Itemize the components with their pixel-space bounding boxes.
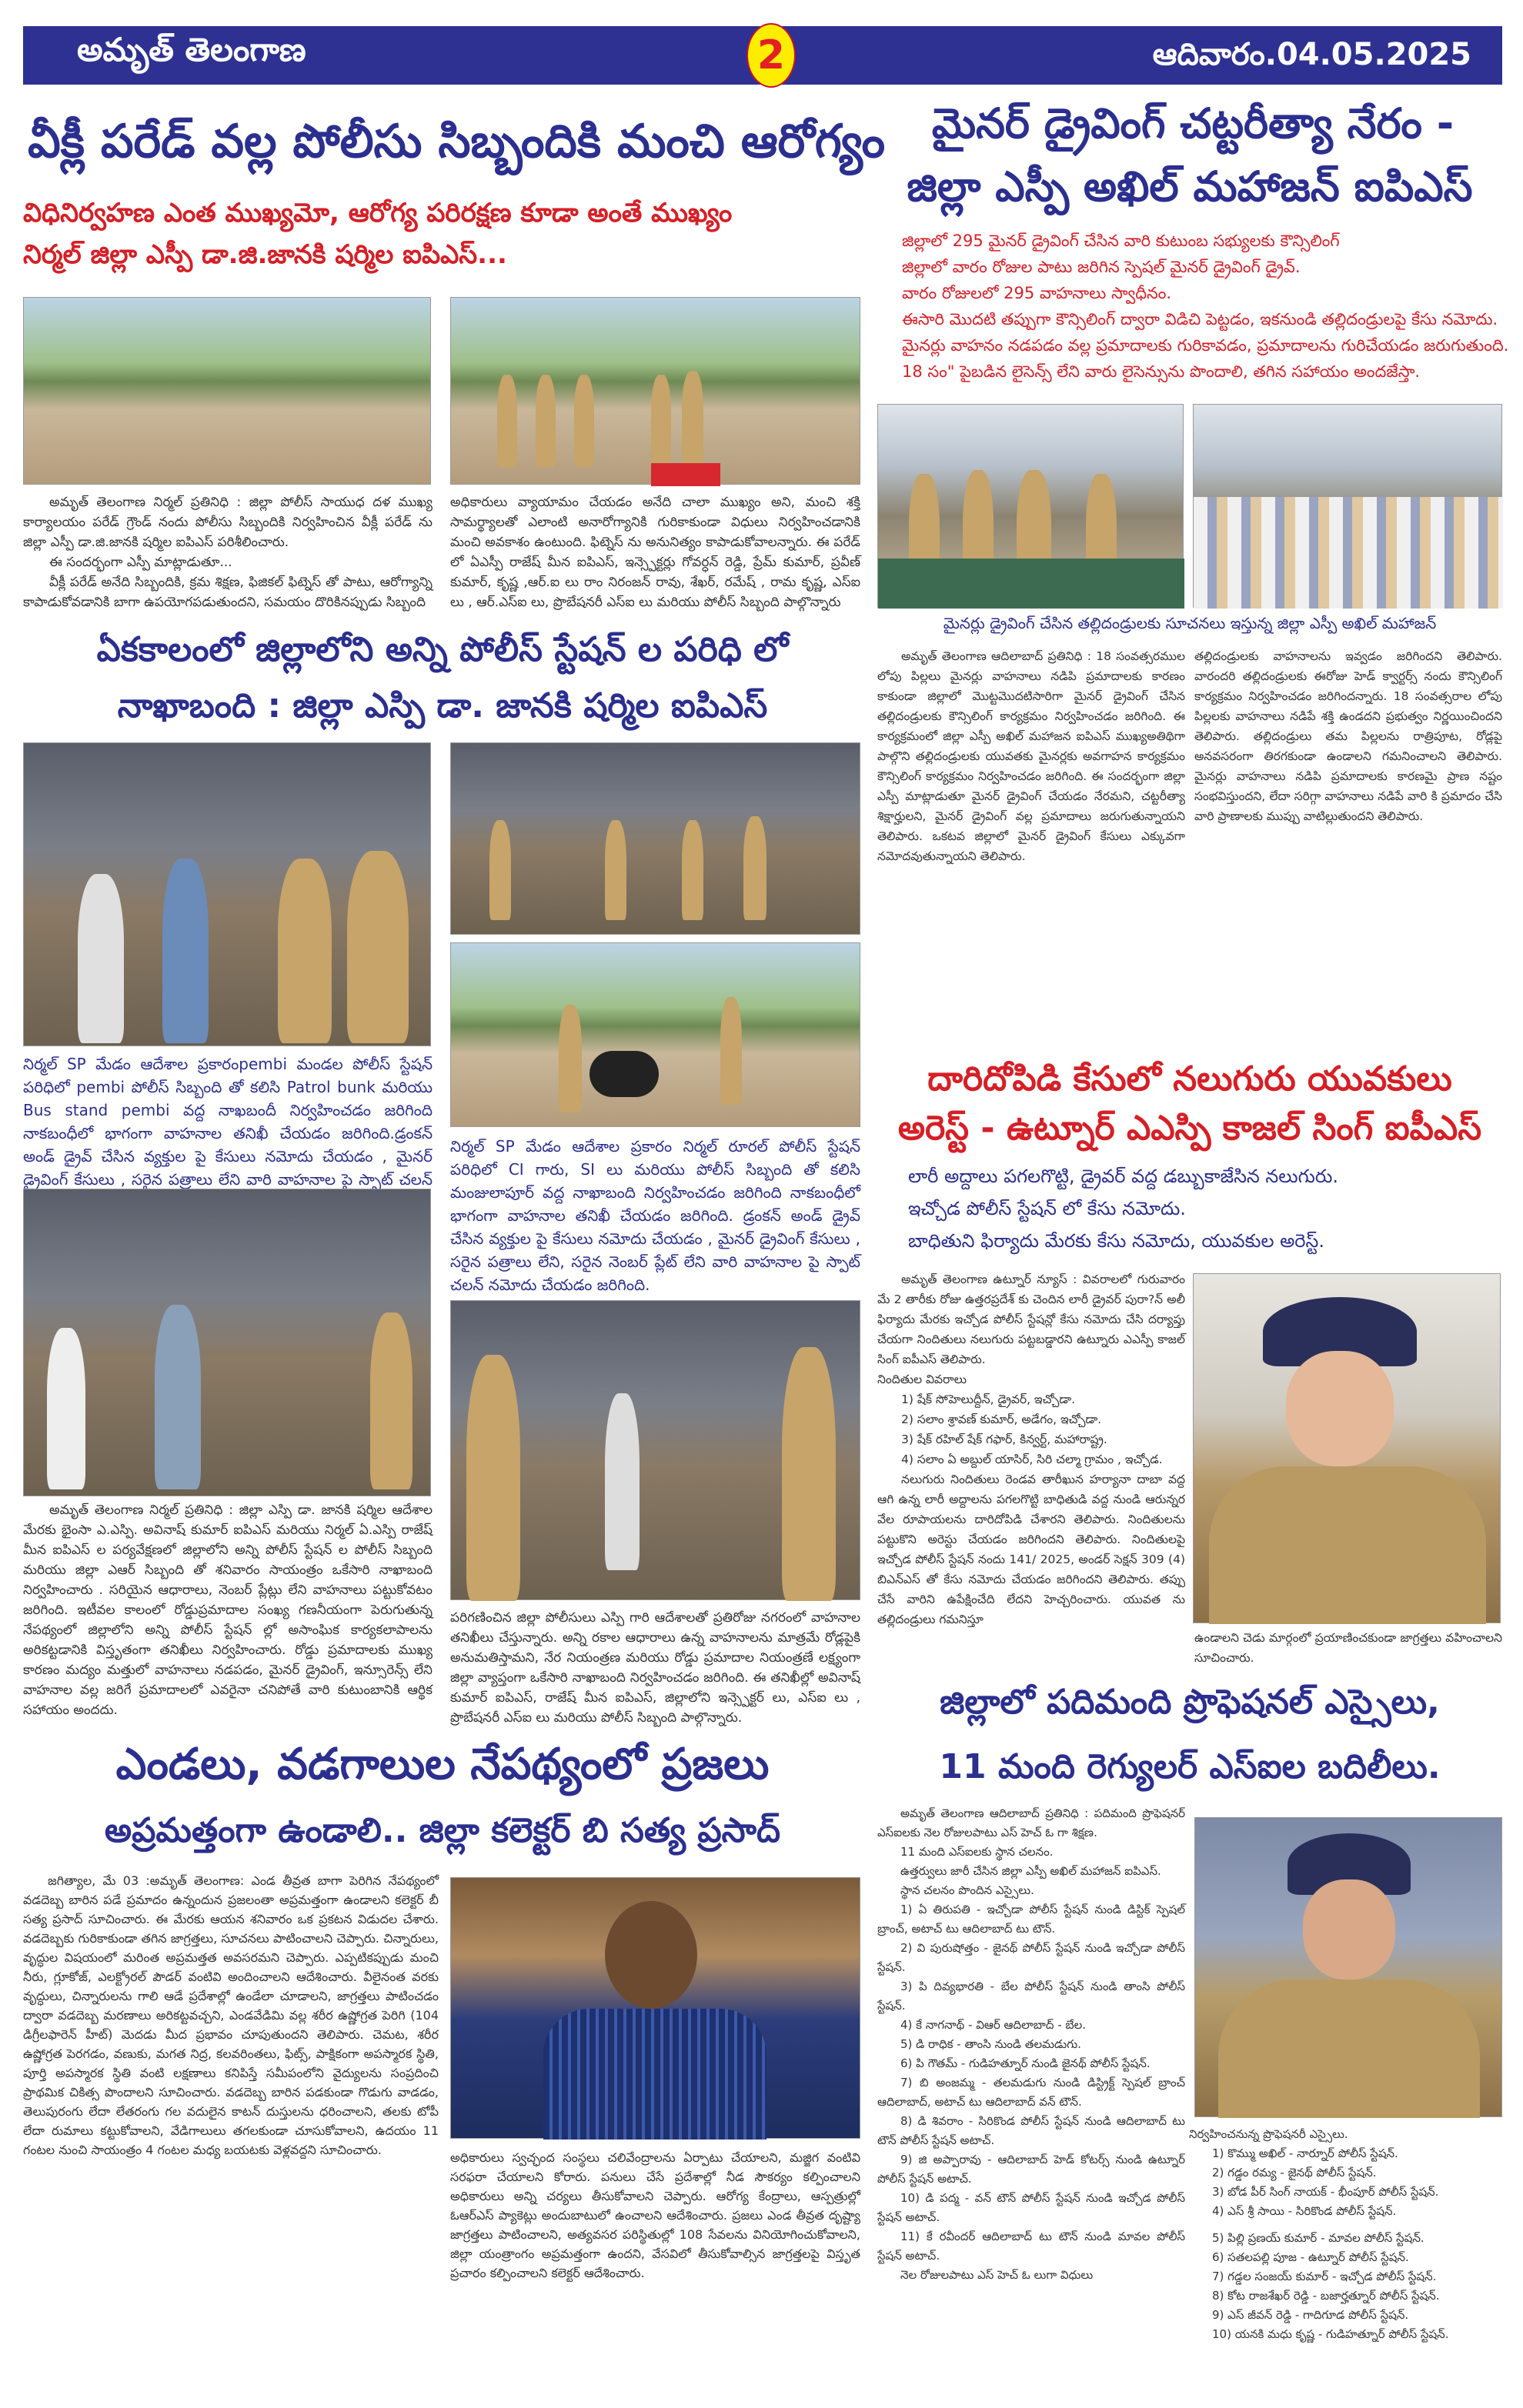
article1-body-left (23, 492, 433, 617)
article2-headline: ఏకకాలంలో జిల్లాలోని అన్ని పోలీస్ స్టేషన్ ల పరిధి లో (96, 630, 789, 669)
transfer-item: 8) డి శివరాం - సిరికొండ పోలీస్ స్టేషన్ నుండి ఆదిలాబాద్ టు టౌన్ పోలీస్ స్టేషన్ అటాచ్. (877, 2114, 1185, 2147)
probation-item: 9) ఎస్ జీవన్ రెడ్డి - గాదిగూడ పోలీస్ స్టేషన్. (1212, 2308, 1409, 2322)
probation-item: 1) కొమ్ము అఖిల్ - నార్నూర్ పోలీస్ స్టేషన్. (1212, 2146, 1398, 2160)
parade-ground-photo (23, 297, 431, 485)
paragraph: అమృత్ తెలంగాణ నిర్మల్ ప్రతినిధి : జిల్లా పోలీస్ సాయుధ దళ ముఖ్య కార్యాలయం పరేడ్ గ్రౌండ్ నందు పోలీసు సిబ్బందికి నిర్వహించిన వీక్లీ పరేడ్ ను జిల్లా ఎస్పీ డా.జి.జానకి షర్మిల ఐపిఎస్ పరిశీలించారు. (23, 495, 433, 550)
transfer-item: 11) కే రవీందర్ ఆదిలాబాద్ టు టౌన్ నుండి మావల పోలీస్ స్టేషన్ అటాచ్. (877, 2230, 1185, 2263)
probation-item: 5) పిల్లి ప్రణయ్ కుమార్ - మావల పోలీస్ స్టేషన్. (1212, 2231, 1424, 2245)
article2-body-left (23, 1500, 433, 1725)
article3-body-left (23, 1871, 439, 2398)
checkpoint-crowd-photo (23, 1189, 431, 1496)
accused-item: 3) షేక్ రహిల్ షేక్ గఫార్, కిన్వర్ట్, మహారాష్ట్ర. (901, 1432, 1107, 1446)
paragraph: అమృత్ తెలంగాణ ఆదిలాబాద్ ప్రతినిధి : 18 సంవత్సరముల లోపు పిల్లలు మైనర్లు వాహనాలు నడిపి ప్రమాదాలకు కారణం కాకుండా జిల్లాలో మొట్టమొదటిసారిగా మైనర్ డ్రైవింగ్ చేసిన తల్లిదండ్రులకు కౌన్సిలింగ్ కార్యక్రమం నిర్వహించడం జరిగింది. ఈ కార్యక్రమంలో జిల్లా ఎస్పీ అఖిల్ మహాజన ఐపిఎస్ ముఖ్యఅతిథిగా పాల్గొని తల్లిదండ్రులకు యువతకు మైనర్లకు అవగాహన కార్యక్రమం కౌన్సిలింగ్ కార్యక్రమం నిర్వహించడం జరిగింది. ఈ సందర్భంగా జిల్లా ఎస్పీ మాట్లాడుతూ మైనర్ డ్రైవింగ్ చేయడం నేరమని, చట్టరీత్యా శిక్షార్హులని, మైనర్ డ్రైవింగ్ వల్ల ప్రమాదాలు జరుగుతున్నాయని తెలిపారు. ఒకటవ జిల్లాలో మైనర్ డ్రైవింగ్ కేసులు ఎక్కువగా నమోదవుతున్నాయని తెలిపారు. (877, 649, 1185, 863)
article2-caption-left: నిర్మల్ SP మేడం ఆదేశాల ప్రకారంpembi మండల పోలీస్ స్టేషన్ పరిధిలో pembi పోలీస్ సిబ్బంది తో కలిసి Patrol bunk మరియు Bus stand pembi వద్ద నాఖబందీ నిర్వహించడం జరిగింది నాకబంధీలో భాగంగా వాహనాల తనిఖీ చేయడం జరిగింది.డ్రంకన్ అండ్ డ్రైవ్ చేసిన వ్యక్తుల పై కేసులు నమోదు చేయడం , మైనర్ డ్రైవింగ్ కేసులు , సరైన పత్రాలు లేని వారి వాహనాల పై స్పాట్ చలన్ (23, 1055, 433, 1189)
list-title: నిర్వహించనున్న ప్రొఫెషనరీ ఎస్సైలు. (1189, 2127, 1348, 2141)
transfer-item: 7) బి అంజమ్మ - తలమడుగు నుండి డిస్ట్రిక్ట్ స్పెషల్ బ్రాంచ్ ఆదిలాబాద్, అటాచ్ టు ఆదిలాబాద్ వన్ టౌన్. (877, 2076, 1185, 2109)
paragraph: వీక్లీ పరేడ్ అనేది సిబ్బందికి, క్రమ శిక్షణ, ఫిజికల్ ఫిట్నెస్ తో పాటు, ఆరోగ్యాన్ని కాపాడుకోవడానికి బాగా ఉపయోగపడుతుందని, సమయం దొరికినప్పుడు సిబ్బంది (23, 575, 433, 610)
paragraph: 11 మంది ఎస్ఐలకు స్థాన చలనం. (900, 1845, 1054, 1859)
sp-akhil-mahajan-portrait (1194, 1817, 1502, 2117)
issue-date: ఆదివారం.04.05.2025 (1152, 37, 1471, 72)
highlight-line: ఈసారి మొదటి తప్పుగా కౌన్సిలింగ్ ద్వారా విడిచి పెట్టడం, ఇకనుండి తల్లిదండ్రులపై కేసు నమోదు. (902, 310, 1498, 329)
probation-item: 3) బోడ పీర్ సింగ్ నాయక్ - భీంపూర్ పోలీస్ స్టేషన్. (1212, 2185, 1439, 2199)
paragraph: అధికారులు వ్యాయామం చేయడం అనేది చాలా ముఖ్యం అని, మంచి శక్తి సామర్థ్యాలతో ఎలాంటి అనారోగ్యానికి గురికాకుండా విధులు నిర్వహించడానికి మంచి అవకాశం ఉంటుంది. ఫిట్నెస్ ను అనునిత్యం కాపాడుకోవాలన్నారు. ఈ పరేడ్ లో ఏఎస్పీ రాజేష్ మీన ఐపిఎస్, ఇన్స్పెక్టర్లు గోవర్ధన్ రెడ్డి, ప్రేమ్ కుమార్, ప్రవీణ్ కుమార్, కృష్ణ ,ఆర్.ఐ లు రాం నిరంజన్ రావు, శేఖర్, రమేష్ , రామ కృష్ణ, ఎస్ఐ లు , ఆర్.ఎస్ఐ లు, ప్రొబేషనరీ ఎస్ఐ లు మరియు పోలీస్ సిబ్బంది పాల్గొన్నారు (450, 495, 860, 610)
transfer-item: 9) జి అప్పారావు - ఆదిలాబాద్ హెడ్ కోటర్స్ నుండి ఉట్నూర్ పోలీస్ స్టేషన్ అటాచ్. (877, 2153, 1185, 2186)
paragraph: స్థాన చలనం పొందిన ఎస్సైలు. (900, 1883, 1034, 1897)
article1-subheadline: విధినిర్వహణ ఎంత ముఖ్యమో, ఆరోగ్య పరిరక్షణ కూడా అంతే ముఖ్యం (23, 198, 733, 228)
article5-headline: దారిదోపిడి కేసులో నలుగురు యువకులు (927, 1059, 1452, 1099)
transfer-item: 2) వి పురుషోత్తం - జైనథ్ పోలీస్ స్టేషన్ నుండి ఇచ్చోడా పోలీస్ స్టేషన్. (877, 1941, 1185, 1974)
roadside-checkpoint-photo (450, 1300, 860, 1600)
article5-highlights (908, 1160, 1501, 1257)
article4-highlights (902, 228, 1509, 385)
transfer-item: 1) ఏ తిరుపతి - ఇచ్చోడా పోలీస్ స్టేషన్ నుండి డిస్టిక్ స్పెషల్ బ్రాంచ్, అటాచ్ టు ఆదిలాబాద్ టు టౌన్. (877, 1903, 1185, 1936)
parents-audience-photo (1193, 404, 1502, 608)
night-checkpoint-photo (450, 742, 860, 935)
article2-body-right (450, 1608, 860, 1725)
probation-item: 8) కోట రాజశేఖర్ రెడ్డి - బజార్హత్నూర్ పోలీస్ స్టేషన్. (1212, 2289, 1440, 2303)
paragraph: అమృత్ తెలంగాణ ఆదిలాబాద్ ప్రతినిధి : పదిమంది ప్రొఫెషనర్ ఎస్ఐలకు నెల రోజులపాటు ఎస్ హెచ్ ఓ గా శిక్షణ. (877, 1806, 1185, 1839)
article1-subheadline: నిర్మల్ జిల్లా ఎస్పీ డా.జి.జానకి షర్మిల ఐపిఎస్... (23, 239, 507, 270)
paragraph: నిందితుల వివరాలు (877, 1372, 967, 1386)
highlight-line: 18 సం" పైబడిన లైసెన్స్ లేని వారు లైసెన్సును పొందాలి, తగిన సహాయం అందజేస్తా. (902, 362, 1421, 381)
accused-item: 2) సలాం శ్రావణ్ కుమార్, అడేగం, ఇచ్చోడా. (901, 1412, 1102, 1426)
article1-body-right (450, 492, 860, 617)
article2-headline: నాఖాబంది : జిల్లా ఎస్పి డా. జానకి షర్మిల ఐపిఎస్ (117, 686, 768, 725)
article3-body-right (450, 2148, 860, 2398)
article4-body-right (1194, 646, 1502, 1054)
article1-headline: వీక్లీ పరేడ్ వల్ల పోలీసు సిబ్బందికి మంచి ఆరోగ్యం (28, 115, 886, 168)
asp-kajal-singh-portrait (1193, 1273, 1501, 1623)
probation-item: 7) గడ్డల సంజయ్ కుమార్ - ఇచ్చోడ పోలీస్ స్టేషన్. (1212, 2270, 1437, 2283)
paragraph: తల్లిదండ్రులకు వాహనాలను ఇవ్వడం జరిగిందని తెలిపారు. వారందరి తల్లిదండ్రులకు ఈరోజు హెడ్ క్వార్టర్స్ నందు కౌన్సిలింగ్ కార్యక్రమం నిర్వహించడం జరిగిందన్నారు. 18 సంవత్సరాల లోపు పిల్లలకు వాహనాలు నడిపే శక్తి ఉండదని ప్రభుత్వం నిర్ణయించిందని తెలిపారు. తల్లిదండ్రులు తమ పిల్లలను రాత్రిపూట, రోడ్లపై అనవసరంగా తిరగకుండా ఉండాలని గమనించాలని తెలిపారు. మైనర్లు వాహనాలు నడిపి ప్రమాదాలకు కారణమై ప్రాణ నష్టం సంభవిస్తుందని, లేదా సరిగ్గా వాహనాలు నడిపే వారి కి ప్రమాదం చేసి వారి ప్రాణాలకు ముప్పు వాటిల్లుతుందని తెలిపారు. (1194, 649, 1502, 823)
transfer-item: 4) కే నాగనాథ్ - విఆర్ ఆదిలాబాద్ - బేల. (900, 2018, 1087, 2032)
highlight-line: లారీ అద్దాలు పగలగొట్టి, డ్రైవర్ వద్ద డబ్బుకాజేసిన నలుగురు. (908, 1166, 1339, 1187)
transfer-item: 5) డి రాధిక - తాంసి నుండి తలమడుగు. (900, 2037, 1081, 2051)
paragraph: నలుగురు నిందితులు రెండవ తారీఖున హర్యానా దాబా వద్ద ఆగి ఉన్న లారీ అద్దాలను పగలగొట్టి బాధితుడి వద్ద నుండి ఆరున్నర వేల రూపాయలను దారిదోపిడి చేశారని తెలిపారు. నిందితులను పట్టుకొని అరెస్టు చేయడం జరిగిందని తెలిపారు. నిందితులపై ఇచ్చోడ పోలీస్ స్టేషన్ నందు 141/ 2025, అండర్ సెక్షన్ 309 (4) బిఎన్ఎస్ తో కేసు నమోదు చేయడం జరిగిందని తెలిపారు. తప్పు చేసే వారిని ఉపేక్షించేది లేదని హెచ్చరించారు. యువత ను తల్లిదండ్రులు గమనిస్తూ (877, 1472, 1185, 1626)
probation-item: 6) సతలపల్లి పూజ - ఉట్నూర్ పోలీస్ స్టేషన్. (1212, 2250, 1409, 2264)
paragraph: అమృత్ తెలంగాణ నిర్మల్ ప్రతినిధి : జిల్లా ఎస్పి డా. జానకి షర్మిల ఆదేశాల మేరకు భైంసా ఎ.ఎస్పి. అవినాష్ కుమార్ ఐపిఎస్ మరియు నిర్మల్ ఏ.ఎస్పి రాజేష్ మీన ఐపిఎస్ ల పర్యవేక్షణలో జిల్లాలోని అన్ని పోలీస్ స్టేషన్ ల పోలీస్ సిబ్బంది మరియు జిల్లా ఎఆర్ సిబ్బంది తో శనివారం సాయంత్రం ఒకేసారి నాఖాబంది నిర్వహించారు . సరియైన ఆధారాలు, నెంబర్ ప్లేట్లు లేని వాహనాలు పట్టుకోవటం జరిగింది. ఇటీవల కాలంలో రోడ్డుప్రమాదాల సంఖ్య గణనీయంగా పెరుగుతున్న నేపథ్యంలో జిల్లాలోని అన్ని పోలీస్ స్టేషన్ ల్లో అసాంఘిక కార్యకలాపాలను అరికట్టడానికి విస్తృతంగా తనిఖీలు నిర్వహించారు. రోడ్డు ప్రమాదాలకు ముఖ్య కారణం మద్యం మత్తులో వాహనాలు నడపడం, మైనర్ డ్రైవింగ్, ఇన్సూరెన్స్ లేని వాహనాల వల్ల జరిగే ప్రమాదాలలో ఎవరైనా చనిపోతే వారి కుటుంబానికి ఆర్థిక సహాయం అందదు. (23, 1502, 433, 1718)
probation-item: 10) యనకి మధు కృష్ణ - గుడిహత్నూర్ పోలీస్ స్టేషన్. (1212, 2327, 1449, 2341)
article4-body-left (877, 646, 1185, 1054)
paragraph: జగిత్యాల, మే 03 :అమృత్ తెలంగాణ: ఎండ తీవ్రత బాగా పెరిగిన నేపథ్యంలో వడదెబ్బ బారిన పడే ప్రమాదం ఉన్నందున ప్రజలంతా అప్రమత్తంగా ఉండాలని కలెక్టర్ బీ సత్య ప్రసాద్ సూచించారు. ఈ మేరకు ఆయన శనివారం ఒక ప్రకటన విడుదల చేశారు. వడదెబ్బకు గురికాకుండా తగిన జాగ్రత్తలు, సూచనలు పాటించాలని చెప్పారు. చిన్నారులు, వృద్ధుల విషయంలో మరింత అప్రమత్తత అవసరమని చెప్పారు. ఎప్పటికప్పుడు మంచి నీరు, గ్లూకోజ్, ఎలక్ట్రోరల్ పౌడర్ వంటివి అందించాలని ఆదేశించారు. వీలైనంత వరకు వృద్ధులు, చిన్నారులను గాలి ఆడే ప్రదేశాల్లో ఉండేలా చూడాలని, జాగ్రత్తలు పాటించడం ద్వారా వడదెబ్బ మరణాలు అరికట్టవచ్చని, ఎండవేడిమి వల్ల శరీర ఉష్ణోగ్రత పెరిగి (104 డిగ్రీలఫారెన్ హీట్) మెదడు మీద ప్రభావం చూపుతుందని తెలిపారు. చెమట, శరీర ఉష్ణోగ్రత పెరగడం, వణుకు, మగత నిద్ర, కలవరింతలు, ఫిట్స్, పాక్షికంగా అపస్మారక స్థితి, పూర్తి అపస్మారక స్థితి వంటి లక్షణాలు కనిపిస్తే సమీపంలోని వైద్యులను సంప్రదించి ప్రాథమిక చికిత్స పొందాలని సూచించారు. వడదెబ్బ బారిన పడకుండా గొడుగు వాడడం, తెలుపురంగు లేదా లేతరంగు గల వదులైన కాటన్ దుస్తులను ధరించాలని, తలకు టోపీ లేదా రుమాలు కట్టుకోవాలని, వేడిగాలులు తగలకుండా చూసుకోవాలని, ఉదయం 11 గంటల నుంచి సాయంత్రం 4 గంటల మధ్య బయటకు వెళ్లవద్దని సూచించారు. (23, 1873, 439, 2157)
article6-probation-list (1189, 2125, 1502, 2400)
article5-body-tail: ఉండాలని చెడు మార్గంలో ప్రయాణించకుండా జాగ్రత్తలు వహించాలని సూచించారు. (1194, 1631, 1502, 1665)
transfer-item: 3) పి దివ్యభారతి - బేల పోలీస్ స్టేషన్ నుండి తాంసి పోలీస్ స్టేషన్. (877, 1979, 1185, 2013)
highlight-line: జిల్లాలో వారం రోజుల పాటు జరిగిన స్పెషల్ మైనర్ డ్రైవింగ్ డ్రైవ్. (902, 258, 1301, 276)
page-number-badge: 2 (746, 23, 796, 88)
article3-headline: అప్రమత్తంగా ఉండాలి.. జిల్లా కలెక్టర్ బి సత్య ప్రసాద్ (104, 1811, 781, 1850)
paragraph: ఈ సందర్భంగా ఎస్పీ మాట్లాడుతూ... (49, 555, 232, 570)
article6-headline: 11 మంది రెగ్యులర్ ఎస్ఐల బదిలీలు. (939, 1747, 1441, 1786)
accused-item: 4) సలాం ఏ అబ్దుల్ యాసిర్, సిరి చల్మా గ్రామం , ఇచ్చోడ. (901, 1452, 1163, 1466)
checkpoint-photo (23, 742, 431, 1046)
highlight-line: ఇచ్చోడ పోలీస్ స్టేషన్ లో కేసు నమోదు. (908, 1198, 1186, 1219)
article6-headline: జిల్లాలో పదిమంది ప్రొఫెషనల్ ఎస్సైలు, (940, 1683, 1440, 1722)
paragraph: నెల రోజులపాటు ఎస్ హెచ్ ఓ లుగా విధులు (900, 2268, 1094, 2282)
transfer-item: 10) డి పద్మ - వన్ టౌన్ పోలీస్ స్టేషన్ నుండి ఇచ్చోడ పోలీస్ స్టేషన్ అటాచ్. (877, 2191, 1185, 2224)
article2-caption-right: నిర్మల్ SP మేడం ఆదేశాల ప్రకారం నిర్మల్ రూరల్ పోలీస్ స్టేషన్ పరిధిలో CI గారు, SI లు మరియు పోలీస్ సిబ్బంది తో కలిసి మంజులాపూర్ వద్ద నాఖాబంది నిర్వహించడం జరిగింది నాకబంధీలో భాగంగా వాహనాల తనిఖీ చేయడం జరిగింది. డ్రంకన్ అండ్ డ్రైవ్ చేసిన వ్యక్తుల పై కేసులు నమోదు చేయడం , మైనర్ డ్రైవింగ్ కేసులు , సరైన పత్రాలు లేని, సరైన నెంబర్ ప్లేట్ లేని వారి వాహనాల పై స్పాట్ చలన్ నమోదు చేయడం జరిగింది. (450, 1137, 860, 1294)
paragraph: అమృత్ తెలంగాణ ఉట్నూర్ న్యూస్ : వివరాలలో గురువారం మే 2 తారీకు రోజు ఉత్తరప్రదేశ్ కు చెందిన లారీ డ్రైవర్ పురా?న్ అలీ ఫిర్యాదు మేరకు ఇచ్చోడ పోలీస్ స్టేషన్లో కేసు నమోదు చేసి దర్యాప్తు చేయగా నిందితులు నలుగురు పట్టబడ్డారని ఉట్నూరు ఎఎస్పీ కాజల్ సింగ్ ఐపీఎస్ తెలిపారు. (877, 1272, 1185, 1366)
article4-headline: మైనర్ డ్రైవింగ్ చట్టరీత్యా నేరం - (931, 99, 1455, 148)
sp-salute-photo (450, 297, 860, 485)
newspaper-logo: అమృత్ తెలంగాణ (77, 31, 306, 68)
article5-body (877, 1269, 1185, 1673)
paragraph: అధికారులు స్వచ్ఛంద సంస్థలు చలివేంద్రాలను ఏర్పాటు చేయాలని, మజ్జిగ వంటివి సరఫరా చేయాలని కోరారు. పనులు చేసే ప్రదేశాల్లో నీడ సౌకర్యం కల్పించాలని అధికారులు అన్ని చర్యలు తీసుకోవాలని చెప్పారు. ఆరోగ్య కేంద్రాలు, ఆస్పత్రుల్లో ఓఆర్ఎస్ ప్యాకెట్లు అందుబాటులో ఉంచాలని ఆదేశించారు. ప్రజలు ఎండ తీవ్రత దృష్ట్యా జాగ్రత్తలు పాటించాలని, అత్యవసర పరిస్థితుల్లో 108 సేవలను వినియోగించుకోవాలని, జిల్లా యంత్రాంగం అప్రమత్తంగా ఉందని, వేసవిలో తీసుకోవాల్సిన జాగ్రత్తలపై విస్తృత ప్రచారం కల్పించాలని కలెక్టర్ ఆదేశించారు. (450, 2150, 860, 2280)
vehicle-inspection-photo (450, 942, 860, 1127)
highlight-line: వారం రోజులలో 295 వాహనాలు స్వాధీనం. (902, 284, 1172, 302)
paragraph: పరిగణించిన జిల్లా పోలీసులు ఎస్పి గారి ఆదేశాలతో ప్రతిరోజు నగరంలో వాహనాల తనిఖీలు చేస్తున్నారు. అన్ని రకాల ఆధారాలు ఉన్న వాహనాలను మాత్రమే రోడ్లపైకి అనుమతిస్తామని, నేర నియంత్రణ మరియు రోడ్డు ప్రమాదాల నియంత్రణే లక్ష్యంగా జిల్లా వ్యాప్తంగా ఒకేసారి నాఖాబంది నిర్వహించడం జరిగింది. ఈ తనిఖీల్లో అవినాష్ కుమార్ ఐపిఎస్, రాజేష్ మీన ఐపిఎస్, జిల్లాలోని ఇన్స్పెక్టర్ లు, ఎస్ఐ లు , ప్రొబేషనరీ ఎస్ఐ లు మరియు పోలీస్ సిబ్బంది పాల్గొన్నారు. (450, 1610, 860, 1726)
masthead (23, 26, 1502, 85)
article5-headline: అరెస్ట్ - ఉట్నూర్ ఎఎస్పి కాజల్ సింగ్ ఐపీఎస్ (897, 1109, 1482, 1148)
collector-photo (450, 1877, 860, 2139)
article3-headline: ఎండలు, వడగాలుల నేపథ్యంలో ప్రజలు (115, 1739, 770, 1789)
transfer-item: 6) పి గౌతమ్ - గుడిహత్నూర్ నుండి జైనథ్ పోలీస్ స్టేషన్. (900, 2056, 1151, 2070)
probation-item: 2) గడ్డం రమ్య - జైనథ్ పోలీస్ స్టేషన్. (1212, 2166, 1377, 2180)
article6-body (877, 1804, 1185, 2400)
probation-item: 4) ఎస్ శ్రీ సాయి - సిరికొండ పోలీస్ స్టేషన్. (1212, 2204, 1397, 2218)
accused-item: 1) షేక్ సోహెలుద్దీన్, డ్రైవర్, ఇచ్చోడా. (901, 1392, 1076, 1406)
paragraph: ఉత్తర్వులు జారీ చేసిన జిల్లా ఎస్పీ అఖిల్ మహాజన్ ఐపిఎస్. (900, 1864, 1161, 1878)
highlight-line: బాధితుని ఫిర్యాదు మేరకు కేసు నమోదు, యువకుల అరెస్ట్. (908, 1230, 1325, 1252)
sp-counselling-photo (877, 404, 1184, 608)
article4-photo-caption: మైనర్లు డ్రైవింగ్ చేసిన తల్లిదండ్రులకు సూచనలు ఇస్తున్న జిల్లా ఎస్పీ అఖిల్ మహాజన్ (943, 614, 1437, 632)
article4-headline: జిల్లా ఎస్పీ అఖిల్ మహాజన్ ఐపిఎస్ (907, 162, 1473, 211)
highlight-line: జిల్లాలో 295 మైనర్ డ్రైవింగ్ చేసిన వారి కుటుంబ సభ్యులకు కౌన్సిలింగ్ (902, 232, 1340, 250)
highlight-line: మైనర్లు వాహనం నడపడం వల్ల ప్రమాదాలకు గురికావడం, ప్రమాదాలను గురిచేయడం జరుగుతుంది. (902, 336, 1509, 355)
